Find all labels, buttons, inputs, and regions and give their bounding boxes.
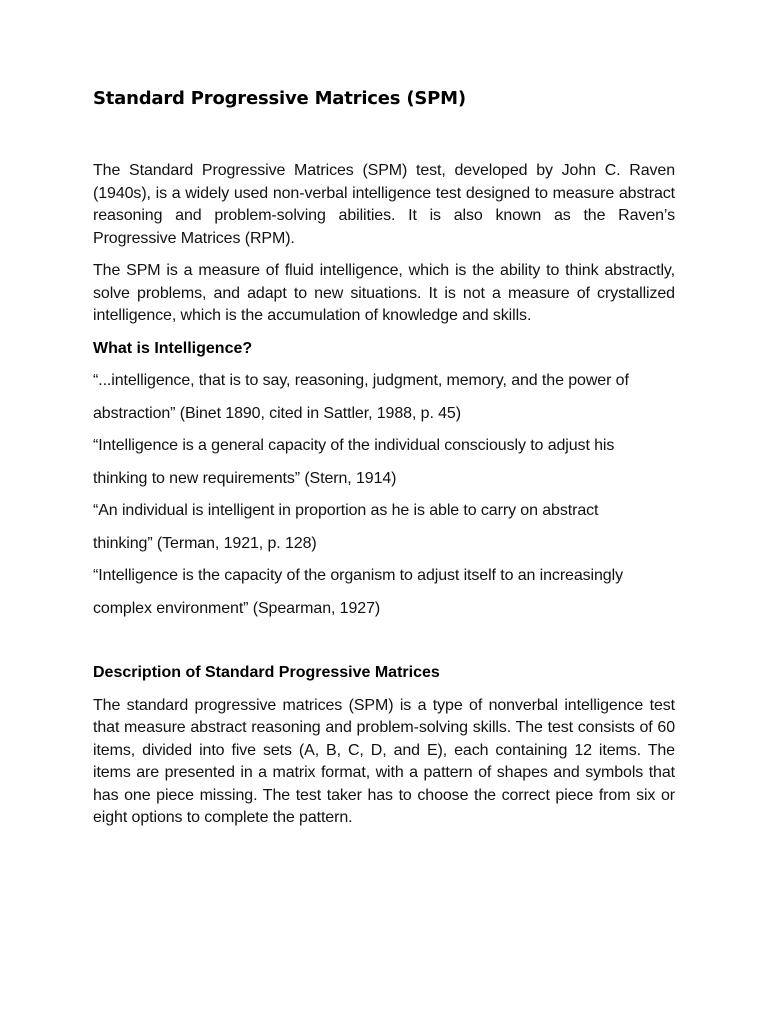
quote-line: “...intelligence, that is to say, reasoning, judgment, memory, and the power of xyxy=(93,372,629,389)
quote-line: abstraction” (Binet 1890, cited in Sattler, 1988, p. 45) xyxy=(93,404,461,422)
quote-line: “Intelligence is a general capacity of the individual consciously to adjust his xyxy=(93,437,615,454)
quote-line: “An individual is intelligent in proportion as he is able to carry on abstract xyxy=(93,502,599,519)
document-page xyxy=(93,84,675,830)
quote-line: “Intelligence is the capacity of the organism to adjust itself to an increasingly xyxy=(93,567,623,584)
quote-line: complex environment” (Spearman, 1927) xyxy=(93,599,381,617)
description-heading: Description of Standard Progressive Matrices xyxy=(93,664,440,681)
intelligence-heading: What is Intelligence? xyxy=(93,339,253,357)
fluid-intelligence-paragraph: The SPM is a measure of fluid intelligence, which is the ability to think abstractly, solve problems, and adapt to new situations. It is not a measure of crystallized intelligence, which is the accumulation of knowledge and skills. xyxy=(93,262,675,324)
quote-line: thinking” (Terman, 1921, p. 128) xyxy=(93,534,317,552)
description-paragraph: The standard progressive matrices (SPM) is a type of nonverbal intelligence test that measure abstract reasoning and problem-solving skills. The test consists of 60 items, divided into five sets (A, B, C, D, and E), each containing 12 items. The items are presented in a matrix format, with a pattern of shapes and symbols that has one piece missing. The test taker has to choose the correct piece from six or eight options to complete the pattern. xyxy=(93,696,675,826)
page-title: Standard Progressive Matrices (SPM) xyxy=(93,88,466,109)
quote-line: thinking to new requirements” (Stern, 1914) xyxy=(93,469,397,487)
intro-paragraph: The Standard Progressive Matrices (SPM) test, developed by John C. Raven (1940s), is a widely used non-verbal intelligence test designed to measure abstract reasoning and problem-solving abilities. It is also known as the Raven’s Progressive Matrices (RPM). xyxy=(93,162,675,247)
